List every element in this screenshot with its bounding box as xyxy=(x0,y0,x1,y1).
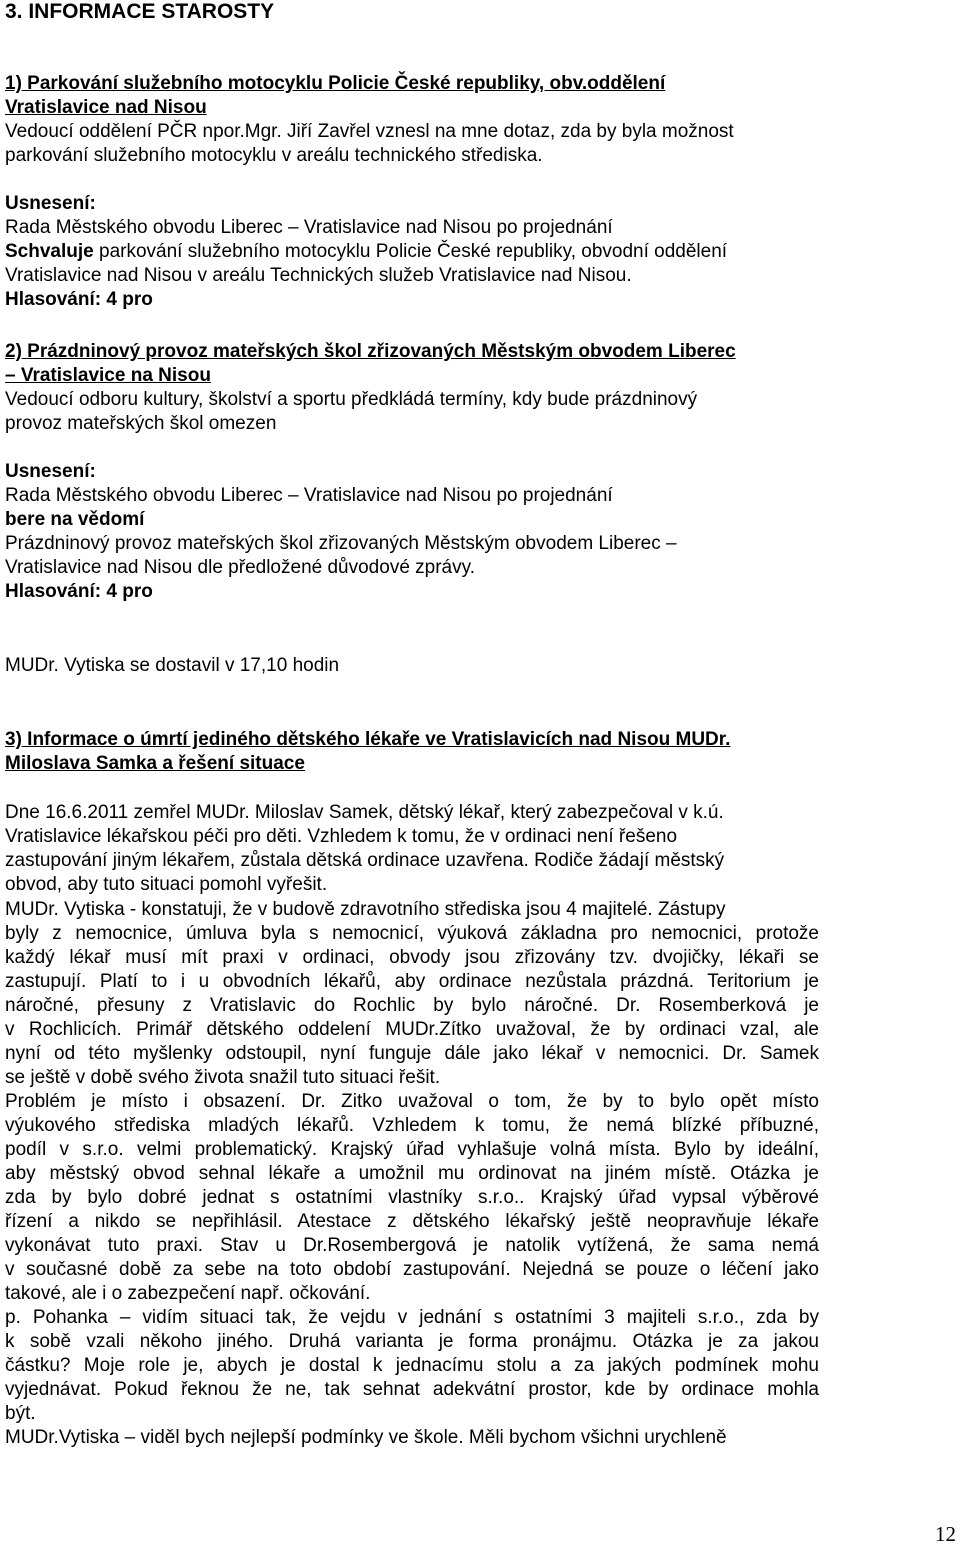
item3-body-line: být. xyxy=(5,1403,36,1424)
item3-body-line: řízení a nikdo se nepřihlásil. Atestace z dětského lékařský ještě neopravňuje lékaře xyxy=(5,1211,819,1232)
item3-body-line: zastupování jiným lékařem, zůstala dětská ordinace uzavřena. Rodiče žádají městský xyxy=(5,850,725,871)
section-title: 3. INFORMACE STAROSTY xyxy=(5,0,275,23)
item3-body-line: zastupují. Platí to i u obvodních lékařů, aby ordinace nezůstala prázdná. Teritorium je xyxy=(5,971,819,992)
item3-body-line: zda by bylo dobré jednat s ostatními vlastníky s.r.o.. Krajský úřad vypsal výběrové xyxy=(5,1187,819,1208)
item2-text-line-2: provoz mateřských škol omezen xyxy=(5,413,277,434)
item2-text-line-1: Vedoucí odboru kultury, školství a sportu předkládá termíny, kdy bude prázdninový xyxy=(5,389,698,410)
item3-body-line: obvod, aby tuto situaci pomohl vyřešit. xyxy=(5,874,328,895)
item3-body-line: Problém je místo i obsazení. Dr. Zitko uvažoval o tom, že by to bylo opět místo xyxy=(5,1091,819,1112)
item3-body-line: v současné době za sebe na toto období zastupování. Nejedná se pouze o léčení jako xyxy=(5,1259,819,1280)
item3-body-line: takové, ale i o zabezpečení např. očkování. xyxy=(5,1283,371,1304)
item3-body-line: částku? Moje role je, abych je dostal k jednacímu stolu a za jakých podmínek mohu xyxy=(5,1355,819,1376)
item1-resolution-intro: Rada Městského obvodu Liberec – Vratislavice nad Nisou po projednání xyxy=(5,217,613,238)
item2-vote: Hlasování: 4 pro xyxy=(5,581,153,602)
item3-body-line: k sobě vzali někoho jiného. Druhá varianta je forma pronájmu. Otázka je za jakou xyxy=(5,1331,819,1352)
item3-body-line: se ještě v době svého života snažil tuto situaci řešit. xyxy=(5,1067,441,1088)
item1-resolution-label: Usnesení: xyxy=(5,193,96,214)
item3-body-line: p. Pohanka – vidím situaci tak, že vejdu v jednání s ostatními 3 majiteli s.r.o., zda by xyxy=(5,1307,819,1328)
item3-body-line: vykonávat tuto praxi. Stav u Dr.Rosembergová je natolik vytížená, že sama nemá xyxy=(5,1235,819,1256)
item1-text-line-1: Vedoucí oddělení PČR npor.Mgr. Jiří Zavřel vznesl na mne dotaz, zda by byla možnost xyxy=(5,121,734,142)
item3-body-line: náročné, přesuny z Vratislavic do Rochlic by bylo náročné. Dr. Rosemberková je xyxy=(5,995,819,1016)
item1-decision-word: Schvaluje xyxy=(5,241,94,262)
item3-body-line: aby městský obvod sehnal lékaře a umožnil mu ordinovat na jiném místě. Otázka je xyxy=(5,1163,819,1184)
item3-body-line: nyní od této myšlenky odstoupil, nyní funguje dále jako lékař v nemocnici. Dr. Samek xyxy=(5,1043,819,1064)
item2-heading-line-2: – Vratislavice na Nisou xyxy=(5,365,211,386)
item3-body-line: výukového střediska mladých lékařů. Vzhledem k tomu, že nemá blízké příbuzné, xyxy=(5,1115,819,1136)
item1-decision-rest: parkování služebního motocyklu Policie České republiky, obvodní oddělení xyxy=(93,241,728,262)
item3-body-line: byly z nemocnice, úmluva byla s nemocnicí, výuková základna pro nemocnici, protože xyxy=(5,923,819,944)
item2-resolution-label: Usnesení: xyxy=(5,461,96,482)
item2-heading-line-1: 2) Prázdninový provoz mateřských škol zřizovaných Městským obvodem Liberec xyxy=(5,341,736,362)
item3-body-line: Dne 16.6.2011 zemřel MUDr. Miloslav Samek, dětský lékař, který zabezpečoval v k.ú. xyxy=(5,802,724,823)
item3-body-line: MUDr.Vytiska – viděl bych nejlepší podmínky ve škole. Měli bychom všichni urychleně xyxy=(5,1427,727,1448)
arrival-note: MUDr. Vytiska se dostavil v 17,10 hodin xyxy=(5,655,340,676)
item3-body-line: Vratislavice lékařskou péči pro děti. Vzhledem k tomu, že v ordinaci není řešeno xyxy=(5,826,678,847)
item3-body-line: vyjednávat. Pokud řeknou že ne, tak sehnat adekvátní prostor, kde by ordinace mohla xyxy=(5,1379,819,1400)
item1-decision-line-1 xyxy=(5,240,727,264)
item3-body-line: podíl v s.r.o. velmi problematický. Krajský úřad vyhlašuje volná místa. Bylo by ideální, xyxy=(5,1139,819,1160)
item3-body-line: MUDr. Vytiska - konstatuji, že v budově zdravotního střediska jsou 4 majitelé. Zástupy xyxy=(5,899,726,920)
item2-resolution-intro: Rada Městského obvodu Liberec – Vratislavice nad Nisou po projednání xyxy=(5,485,613,506)
item3-body-line: v Rochlicích. Primář dětského oddelení MUDr.Zítko uvažoval, že by ordinaci vzal, ale xyxy=(5,1019,819,1040)
item1-heading-line-1: 1) Parkování služebního motocyklu Policie České republiky, obv.oddělení xyxy=(5,73,666,94)
item3-heading-line-2: Miloslava Samka a řešení situace xyxy=(5,753,305,774)
item1-text-line-2: parkování služebního motocyklu v areálu technického střediska. xyxy=(5,145,543,166)
item2-decision-line-1: Prázdninový provoz mateřských škol zřizovaných Městským obvodem Liberec – xyxy=(5,533,677,554)
item2-decision-line-2: Vratislavice nad Nisou dle předložené důvodové zprávy. xyxy=(5,557,475,578)
item1-decision-line-2: Vratislavice nad Nisou v areálu Technických služeb Vratislavice nad Nisou. xyxy=(5,265,632,286)
item2-decision: bere na vědomí xyxy=(5,509,145,530)
item3-body-line: každý lékař musí mít praxi v ordinaci, obvody jsou zřizovány tzv. dvojičky, lékaři se xyxy=(5,947,819,968)
page-number: 12 xyxy=(935,1522,956,1546)
item1-heading-line-2: Vratislavice nad Nisou xyxy=(5,97,207,118)
item1-vote: Hlasování: 4 pro xyxy=(5,289,153,310)
item3-heading-line-1: 3) Informace o úmrtí jediného dětského lékaře ve Vratislavicích nad Nisou MUDr. xyxy=(5,729,731,750)
